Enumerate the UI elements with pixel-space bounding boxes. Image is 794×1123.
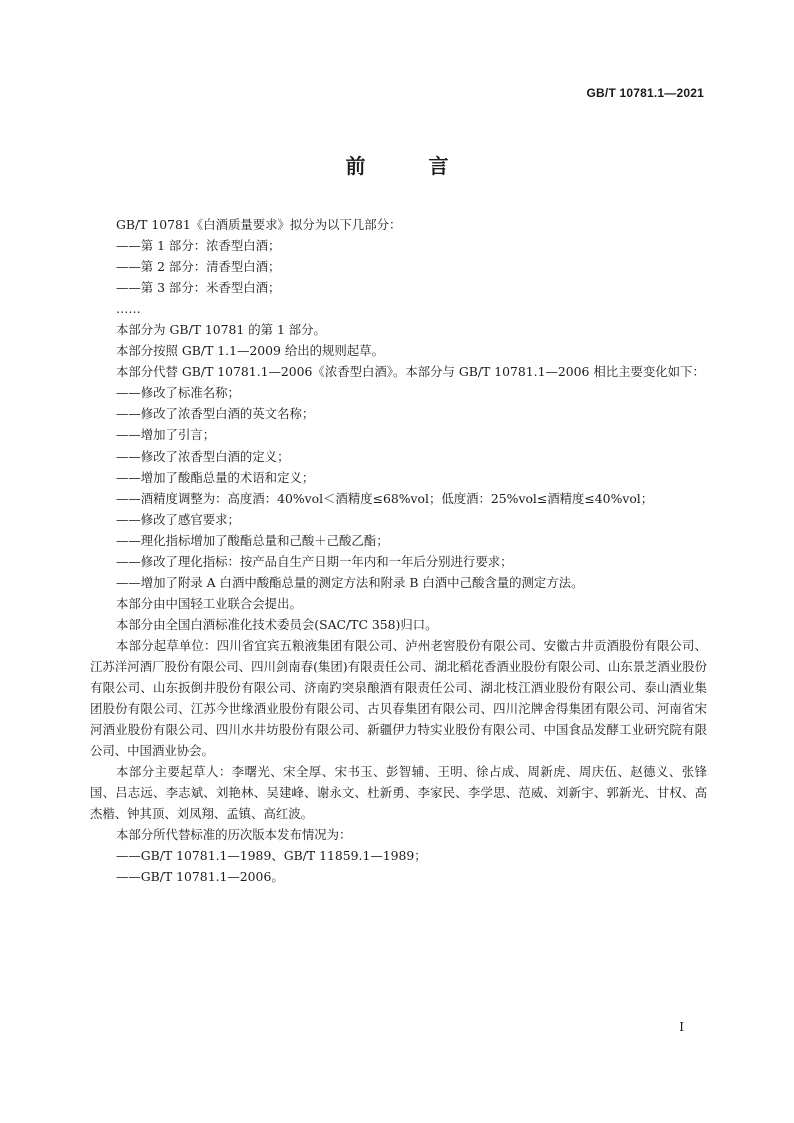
paragraph: 本部分主要起草人：李曙光、宋全厚、宋书玉、彭智辅、王明、徐占成、周新虎、周庆伍、赵德义、张锋国、吕志远、李志斌、刘艳林、吴建峰、谢永文、杜新勇、李家民、李学思、范威、刘新宇、郭新光、甘权、高杰楷、钟其顶、刘凤翔、孟镇、高红波。 (90, 764, 707, 822)
list-item: ——增加了引言； (116, 427, 216, 443)
list-item: ——GB/T 10781.1—2006。 (116, 869, 284, 885)
list-item: ——GB/T 10781.1—1989、GB/T 11859.1—1989； (116, 848, 427, 864)
paragraph: 本部分为 GB/T 10781 的第 1 部分。 (116, 322, 326, 338)
list-item: ——修改了感官要求； (116, 511, 240, 527)
paragraph: GB/T 10781《白酒质量要求》拟分为以下几部分： (116, 217, 402, 232)
page-number: I (679, 1020, 684, 1034)
page-title: 前 言 (345, 154, 477, 178)
list-item: ——修改了标准名称； (116, 385, 240, 401)
list-item: ——第 3 部分：米香型白酒； (116, 280, 281, 296)
list-item: ——修改了理化指标：按产品自生产日期一年内和一年后分别进行要求； (116, 553, 513, 569)
paragraph: 本部分所代替标准的历次版本发布情况为： (116, 827, 352, 843)
list-item: ——增加了附录 A 白酒中酸酯总量的测定方法和附录 B 白酒中己酸含量的测定方法。 (116, 574, 584, 590)
list-item: ——酒精度调整为：高度酒：40%vol＜酒精度≤68%vol；低度酒：25%vol≤酒精度≤40%vol； (116, 490, 654, 506)
foreword-body (90, 214, 707, 888)
list-item: ——第 2 部分：清香型白酒； (116, 259, 281, 275)
list-item: ——理化指标增加了酸酯总量和己酸＋己酸乙酯； (116, 532, 389, 548)
standard-number: GB/T 10781.1—2021 (586, 86, 704, 100)
paragraph: 本部分代替 GB/T 10781.1—2006《浓香型白酒》。本部分与 GB/T 10781.1—2006 相比主要变化如下： (116, 364, 705, 380)
paragraph: 本部分起草单位：四川省宜宾五粮液集团有限公司、泸州老窖股份有限公司、安徽古井贡酒股份有限公司、江苏洋河酒厂股份有限公司、四川剑南春(集团)有限责任公司、湖北稻花香酒业股份有限公司、山东景芝酒业股份有限公司、山东扳倒井股份有限公司、济南趵突泉酿酒有限责任公司、湖北枝江酒业股份有限公司、泰山酒业集团股份有限公司、江苏今世缘酒业股份有限公司、古贝春集团有限公司、四川沱牌舍得集团有限公司、河南省宋河酒业股份有限公司、四川水井坊股份有限公司、新疆伊力特实业股份有限公司、中国食品发酵工业研究院有限公司、中国酒业协会。 (90, 637, 707, 759)
list-item: ——修改了浓香型白酒的英文名称； (116, 406, 315, 422)
list-item: ——第 1 部分：浓香型白酒； (116, 238, 281, 254)
ellipsis: …… (116, 301, 141, 317)
paragraph: 本部分按照 GB/T 1.1—2009 给出的规则起草。 (116, 343, 384, 359)
list-item: ——增加了酸酯总量的术语和定义； (116, 469, 315, 485)
list-item: ——修改了浓香型白酒的定义； (116, 448, 290, 464)
paragraph: 本部分由全国白酒标准化技术委员会(SAC/TC 358)归口。 (116, 616, 438, 632)
paragraph: 本部分由中国轻工业联合会提出。 (116, 595, 302, 611)
